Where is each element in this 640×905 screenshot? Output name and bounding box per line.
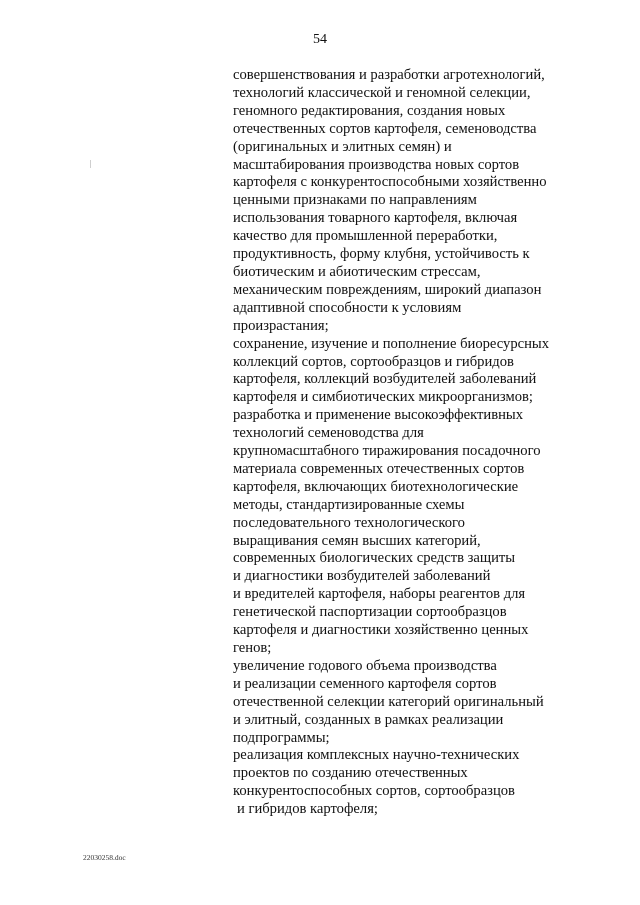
text-line: современных биологических средств защиты [233, 550, 516, 567]
text-line: картофеля и диагностики хозяйственно ценных [233, 622, 529, 639]
text-line: проектов по созданию отечественных [233, 765, 468, 782]
text-line: ценными признаками по направлениям [233, 192, 477, 209]
text-line: подпрограммы; [233, 729, 330, 746]
text-line: картофеля и симбиотических микроорганизмов; [233, 389, 533, 406]
text-line: (оригинальных и элитных семян) и [233, 138, 452, 155]
text-line: качество для промышленной переработки, [233, 228, 498, 245]
text-line: сохранение, изучение и пополнение биоресурсных [233, 335, 550, 352]
text-line: и вредителей картофеля, наборы реагентов для [233, 586, 526, 603]
text-line: механическим повреждениям, широкий диапазон [233, 281, 542, 298]
text-line: коллекций сортов, сортообразцов и гибридов [233, 353, 514, 370]
text-line: генов; [233, 640, 272, 656]
text-line: и гибридов картофеля; [237, 801, 378, 818]
text-line: технологий семеноводства для [233, 425, 424, 442]
text-line: отечественной селекции категорий оригинальный [233, 693, 544, 710]
text-line: совершенствования и разработки агротехнологий, [233, 67, 545, 83]
text-line: картофеля с конкурентоспособными хозяйственно [233, 174, 547, 191]
text-line: технологий классической и геномной селекции, [233, 84, 531, 101]
text-line: конкурентоспособных сортов, сортообразцов [233, 783, 515, 800]
text-line: материала современных отечественных сортов [233, 460, 525, 477]
text-line: генетической паспортизации сортообразцов [233, 604, 507, 621]
text-line: масштабирования производства новых сортов [233, 156, 520, 173]
text-line: методы, стандартизированные схемы [233, 496, 465, 513]
text-line: биотическим и абиотическим стрессам, [233, 263, 481, 280]
text-line: и реализации семенного картофеля сортов [233, 675, 497, 692]
text-line: реализация комплексных научно-технических [233, 747, 520, 764]
text-line: крупномасштабного тиражирования посадочного [233, 443, 541, 460]
text-line: отечественных сортов картофеля, семеноводства [233, 120, 537, 137]
text-line: последовательного технологического [233, 514, 465, 531]
text-line: картофеля, коллекций возбудителей заболеваний [233, 371, 537, 388]
text-line: увеличение годового объема производства [233, 657, 497, 674]
text-line: продуктивность, форму клубня, устойчивость к [233, 246, 530, 263]
text-line: разработка и применение высокоэффективных [233, 407, 524, 424]
margin-mark [90, 160, 91, 168]
page-number: 54 [313, 32, 327, 47]
body-text [233, 67, 573, 819]
text-line: произрастания; [233, 317, 329, 334]
text-line: выращивания семян высших категорий, [233, 532, 481, 549]
text-line: использования товарного картофеля, включая [233, 210, 518, 227]
text-line: адаптивной способности к условиям [233, 299, 462, 316]
footer-document-code: 22030258.doc [83, 853, 126, 862]
text-line: и диагностики возбудителей заболеваний [233, 568, 491, 585]
text-line: картофеля, включающих биотехнологические [233, 478, 519, 495]
text-line: и элитный, созданных в рамках реализации [233, 711, 504, 728]
text-line: геномного редактирования, создания новых [233, 102, 506, 119]
